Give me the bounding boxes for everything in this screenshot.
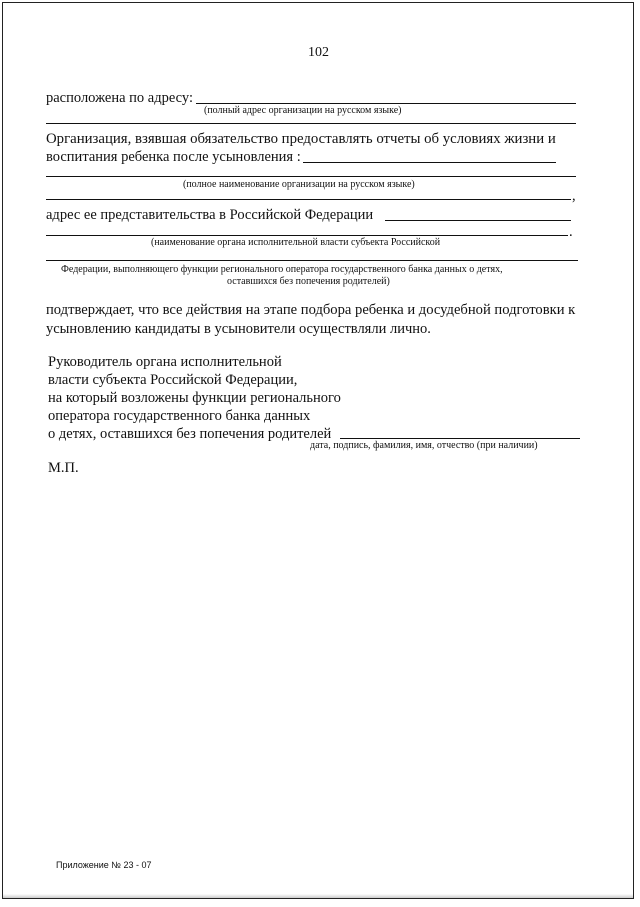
rep-label: адрес ее представительства в Российской Федерации xyxy=(46,207,374,223)
rep-fill-line xyxy=(385,220,571,221)
head-line-5: о детях, оставшихся без попечения родителей xyxy=(48,426,332,442)
org-text-line-2: воспитания ребенка после усыновления : xyxy=(46,149,301,165)
org-fill-line-2 xyxy=(46,176,576,177)
org-text-line-1: Организация, взявшая обязательство предоставлять отчеты об условиях жизни и xyxy=(46,131,556,147)
org-end-comma: , xyxy=(572,188,576,204)
page-number: 102 xyxy=(308,45,329,60)
scan-bottom-edge xyxy=(3,894,633,898)
document-page xyxy=(2,2,634,899)
org-hint: (полное наименование организации на русском языке) xyxy=(183,179,415,190)
address-fill-line xyxy=(196,103,576,104)
authority-hint-3: оставшихся без попечения родителей) xyxy=(227,276,390,287)
address-hint: (полный адрес организации на русском языке) xyxy=(204,105,402,116)
footer-note: Приложение № 23 - 07 xyxy=(56,860,152,870)
authority-fill-line xyxy=(46,260,578,261)
org-fill-line xyxy=(303,162,556,163)
head-line-1: Руководитель органа исполнительной xyxy=(48,354,282,370)
seal-mark: М.П. xyxy=(48,460,79,476)
address-fill-line-2 xyxy=(46,123,576,124)
confirm-line-1: подтверждает, что все действия на этапе подбора ребенка и досудебной подготовки к xyxy=(46,302,576,318)
rep-end-dot: . xyxy=(569,224,573,240)
rep-fill-line-2 xyxy=(46,235,568,236)
authority-hint-2: Федерации, выполняющего функции регионального оператора государственного банка данных о детях, xyxy=(61,264,503,275)
authority-hint-1: (наименование органа исполнительной власти субъекта Российской xyxy=(151,237,441,248)
head-line-3: на который возложены функции регионального xyxy=(48,390,341,406)
head-line-4: оператора государственного банка данных xyxy=(48,408,311,424)
org-fill-line-3 xyxy=(46,199,571,200)
signature-fill-line xyxy=(340,438,580,439)
confirm-line-2: усыновлению кандидаты в усыновители осуществляли лично. xyxy=(46,321,431,337)
head-line-2: власти субъекта Российской Федерации, xyxy=(48,372,298,388)
signature-hint: дата, подпись, фамилия, имя, отчество (при наличии) xyxy=(310,440,538,451)
address-label: расположена по адресу: xyxy=(46,90,193,106)
